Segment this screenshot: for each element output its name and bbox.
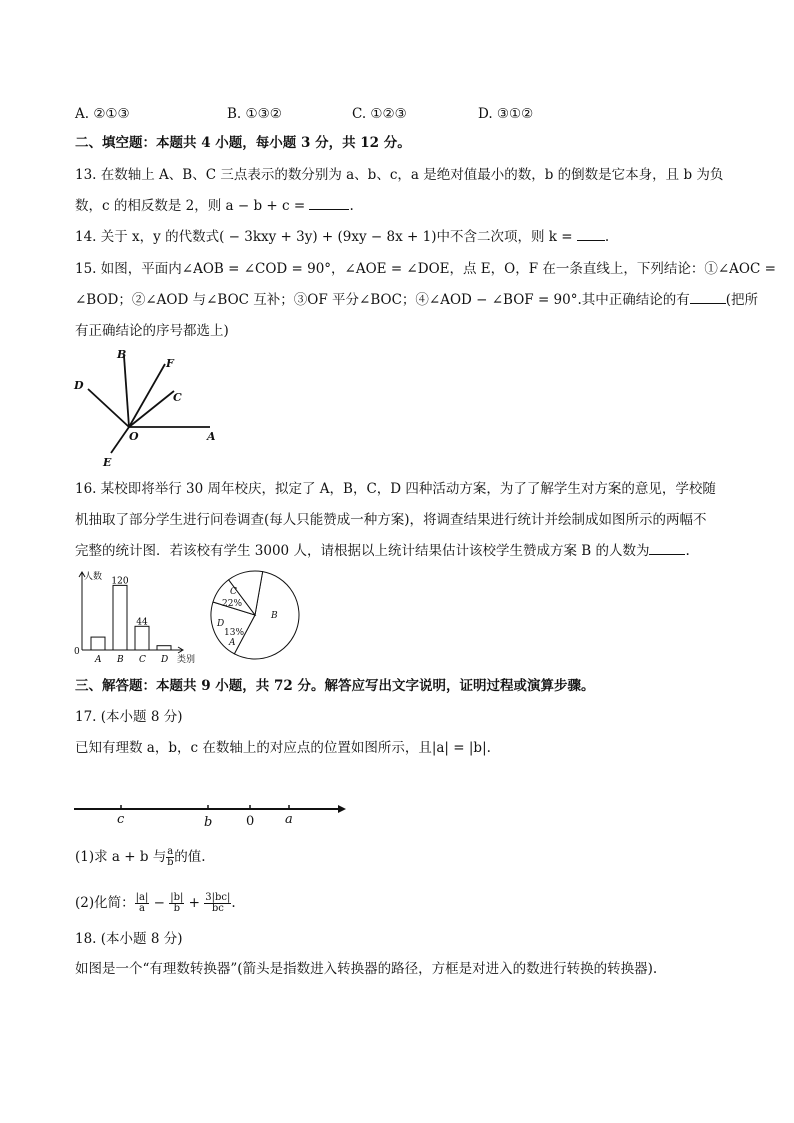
q16-pie-chart xyxy=(205,568,305,663)
ray-OB xyxy=(124,356,129,427)
q18-head: 18. (本小题 8 分) xyxy=(75,931,183,947)
ray-OF xyxy=(129,364,165,427)
bar-origin: 0 xyxy=(74,647,80,657)
frac-num: 3|bc| xyxy=(205,892,231,903)
q15-tail: (把所 xyxy=(725,292,759,308)
fraction-3abs-bc-over-bc xyxy=(204,893,231,914)
number-line-arrow xyxy=(338,805,346,813)
q16-line1: 16. 某校即将举行 30 周年校庆，拟定了 A，B，C，D 四种活动方案，为了了解学生对方案的意见，学校随 xyxy=(75,481,716,497)
frac-den: b xyxy=(173,903,180,914)
ray-OC xyxy=(129,391,174,427)
option-b: B. ①③② xyxy=(227,106,282,122)
pie-label-C-pct: 22% xyxy=(222,599,243,609)
bar-D xyxy=(157,646,171,650)
frac-den: b xyxy=(167,857,174,868)
label-B: B xyxy=(117,348,127,361)
q17-part1-tail: 的值. xyxy=(174,849,206,865)
frac-num: a xyxy=(167,846,174,857)
bar-xlabel: 类别 xyxy=(177,655,196,665)
q17-part2-text: (2)化简： xyxy=(75,895,135,911)
tick-label-a: a xyxy=(285,812,293,827)
label-O: O xyxy=(129,430,139,443)
q16-answer-blank xyxy=(649,542,685,555)
section3-title: 三、解答题：本题共 9 小题，共 72 分。解答应写出文字说明，证明过程或演算步骤。 xyxy=(75,678,595,694)
q13-line1: 13. 在数轴上 A、B、C 三点表示的数分别为 a、b、c，a 是绝对值最小的数，b 的倒数是它本身，且 b 为负 xyxy=(75,167,724,183)
q18-stem: 如图是一个“有理数转换器”(箭头是指数进入转换器的路径，方框是对进入的数进行转换的转换器). xyxy=(75,961,658,977)
tick-label-0: 0 xyxy=(246,814,255,829)
bar-B xyxy=(113,585,127,650)
bar-value-B: 120 xyxy=(111,576,129,587)
ray-OD xyxy=(88,389,129,427)
q13-answer-blank xyxy=(309,197,349,210)
fraction-abs-a-over-a xyxy=(135,893,150,914)
op-plus: + xyxy=(184,895,205,911)
q16-bar-chart xyxy=(70,568,205,668)
frac-den: a xyxy=(138,903,145,914)
q15-text: ∠BOD；②∠AOD 与∠BOC 互补；③OF 平分∠BOC；④∠AOD − ∠BOF = 90°.其中正确结论的有 xyxy=(75,292,690,308)
q16-line2: 机抽取了部分学生进行问卷调查(每人只能赞成一种方案)，将调查结果进行统计并绘制成如图所示的两幅不 xyxy=(75,512,707,528)
q14-period: . xyxy=(604,229,610,245)
q14-answer-blank xyxy=(577,228,605,241)
q13-text: 数，c 的相反数是 2，则 a − b + c = xyxy=(75,198,310,214)
tick-label-c: c xyxy=(117,812,125,827)
bar-C xyxy=(135,626,149,650)
option-d: D. ③①② xyxy=(478,106,534,122)
bar-ylabel: 人数 xyxy=(84,572,103,582)
label-E: E xyxy=(103,456,112,469)
fraction-abs-b-over-b xyxy=(169,893,184,914)
q17-part1 xyxy=(75,847,206,868)
q16-line3 xyxy=(75,542,690,560)
option-a: A. ②①③ xyxy=(75,106,130,122)
bar-A xyxy=(91,637,105,650)
q17-part2 xyxy=(75,893,236,914)
q14 xyxy=(75,228,609,246)
q15-answer-blank xyxy=(690,291,726,304)
op-minus: − xyxy=(149,895,170,911)
bar-tick-C: C xyxy=(139,655,146,665)
tick-label-b: b xyxy=(204,815,213,830)
label-D: D xyxy=(74,379,84,392)
bar-value-C: 44 xyxy=(136,617,148,628)
q17-stem: 已知有理数 a，b，c 在数轴上的对应点的位置如图所示，且|a| = |b|. xyxy=(75,740,491,756)
frac-num: |a| xyxy=(135,892,149,903)
pie-label-D: D xyxy=(217,619,225,629)
q16-text: 完整的统计图．若该校有学生 3000 人，请根据以上统计结果估计该校学生赞成方案 B 的人数为 xyxy=(75,543,650,559)
frac-den: bc xyxy=(211,903,224,914)
q17-number-line xyxy=(70,800,350,830)
q15-line1: 15. 如图，平面内∠AOB = ∠COD = 90°，∠AOE = ∠DOE，点 E，O，F 在一条直线上，下列结论：①∠AOC = xyxy=(75,261,776,277)
q15-angle-figure xyxy=(70,345,230,470)
q17-head: 17. (本小题 8 分) xyxy=(75,709,183,725)
q16-period: . xyxy=(685,543,690,559)
frac-num: |b| xyxy=(170,892,184,903)
bar-tick-D: D xyxy=(161,655,169,665)
section2-title: 二、填空题：本题共 4 小题，每小题 3 分，共 12 分。 xyxy=(75,135,411,151)
option-c: C. ①②③ xyxy=(352,106,407,122)
pie-label-A: A xyxy=(229,638,236,648)
label-A: A xyxy=(207,430,216,443)
pie-label-B: B xyxy=(271,611,278,621)
q14-text: 14. 关于 x，y 的代数式( − 3kxy + 3y) + (9xy − 8x + 1)中不含二次项，则 k = xyxy=(75,229,577,245)
q15-line2 xyxy=(75,291,758,309)
pie-label-A-pct: 13% xyxy=(224,628,245,638)
q17-part1-text: (1)求 a + b 与 xyxy=(75,849,167,865)
bar-tick-B: B xyxy=(117,655,124,665)
q15-line3: 有正确结论的序号都选上) xyxy=(75,323,229,339)
ray-OE xyxy=(111,427,129,453)
q13-line2 xyxy=(75,197,354,215)
q17-part2-tail: . xyxy=(231,895,236,911)
q13-period: . xyxy=(349,198,354,214)
bar-tick-A: A xyxy=(95,655,102,665)
label-C: C xyxy=(173,391,182,404)
pie-label-C: C xyxy=(230,587,237,597)
label-F: F xyxy=(166,357,174,370)
